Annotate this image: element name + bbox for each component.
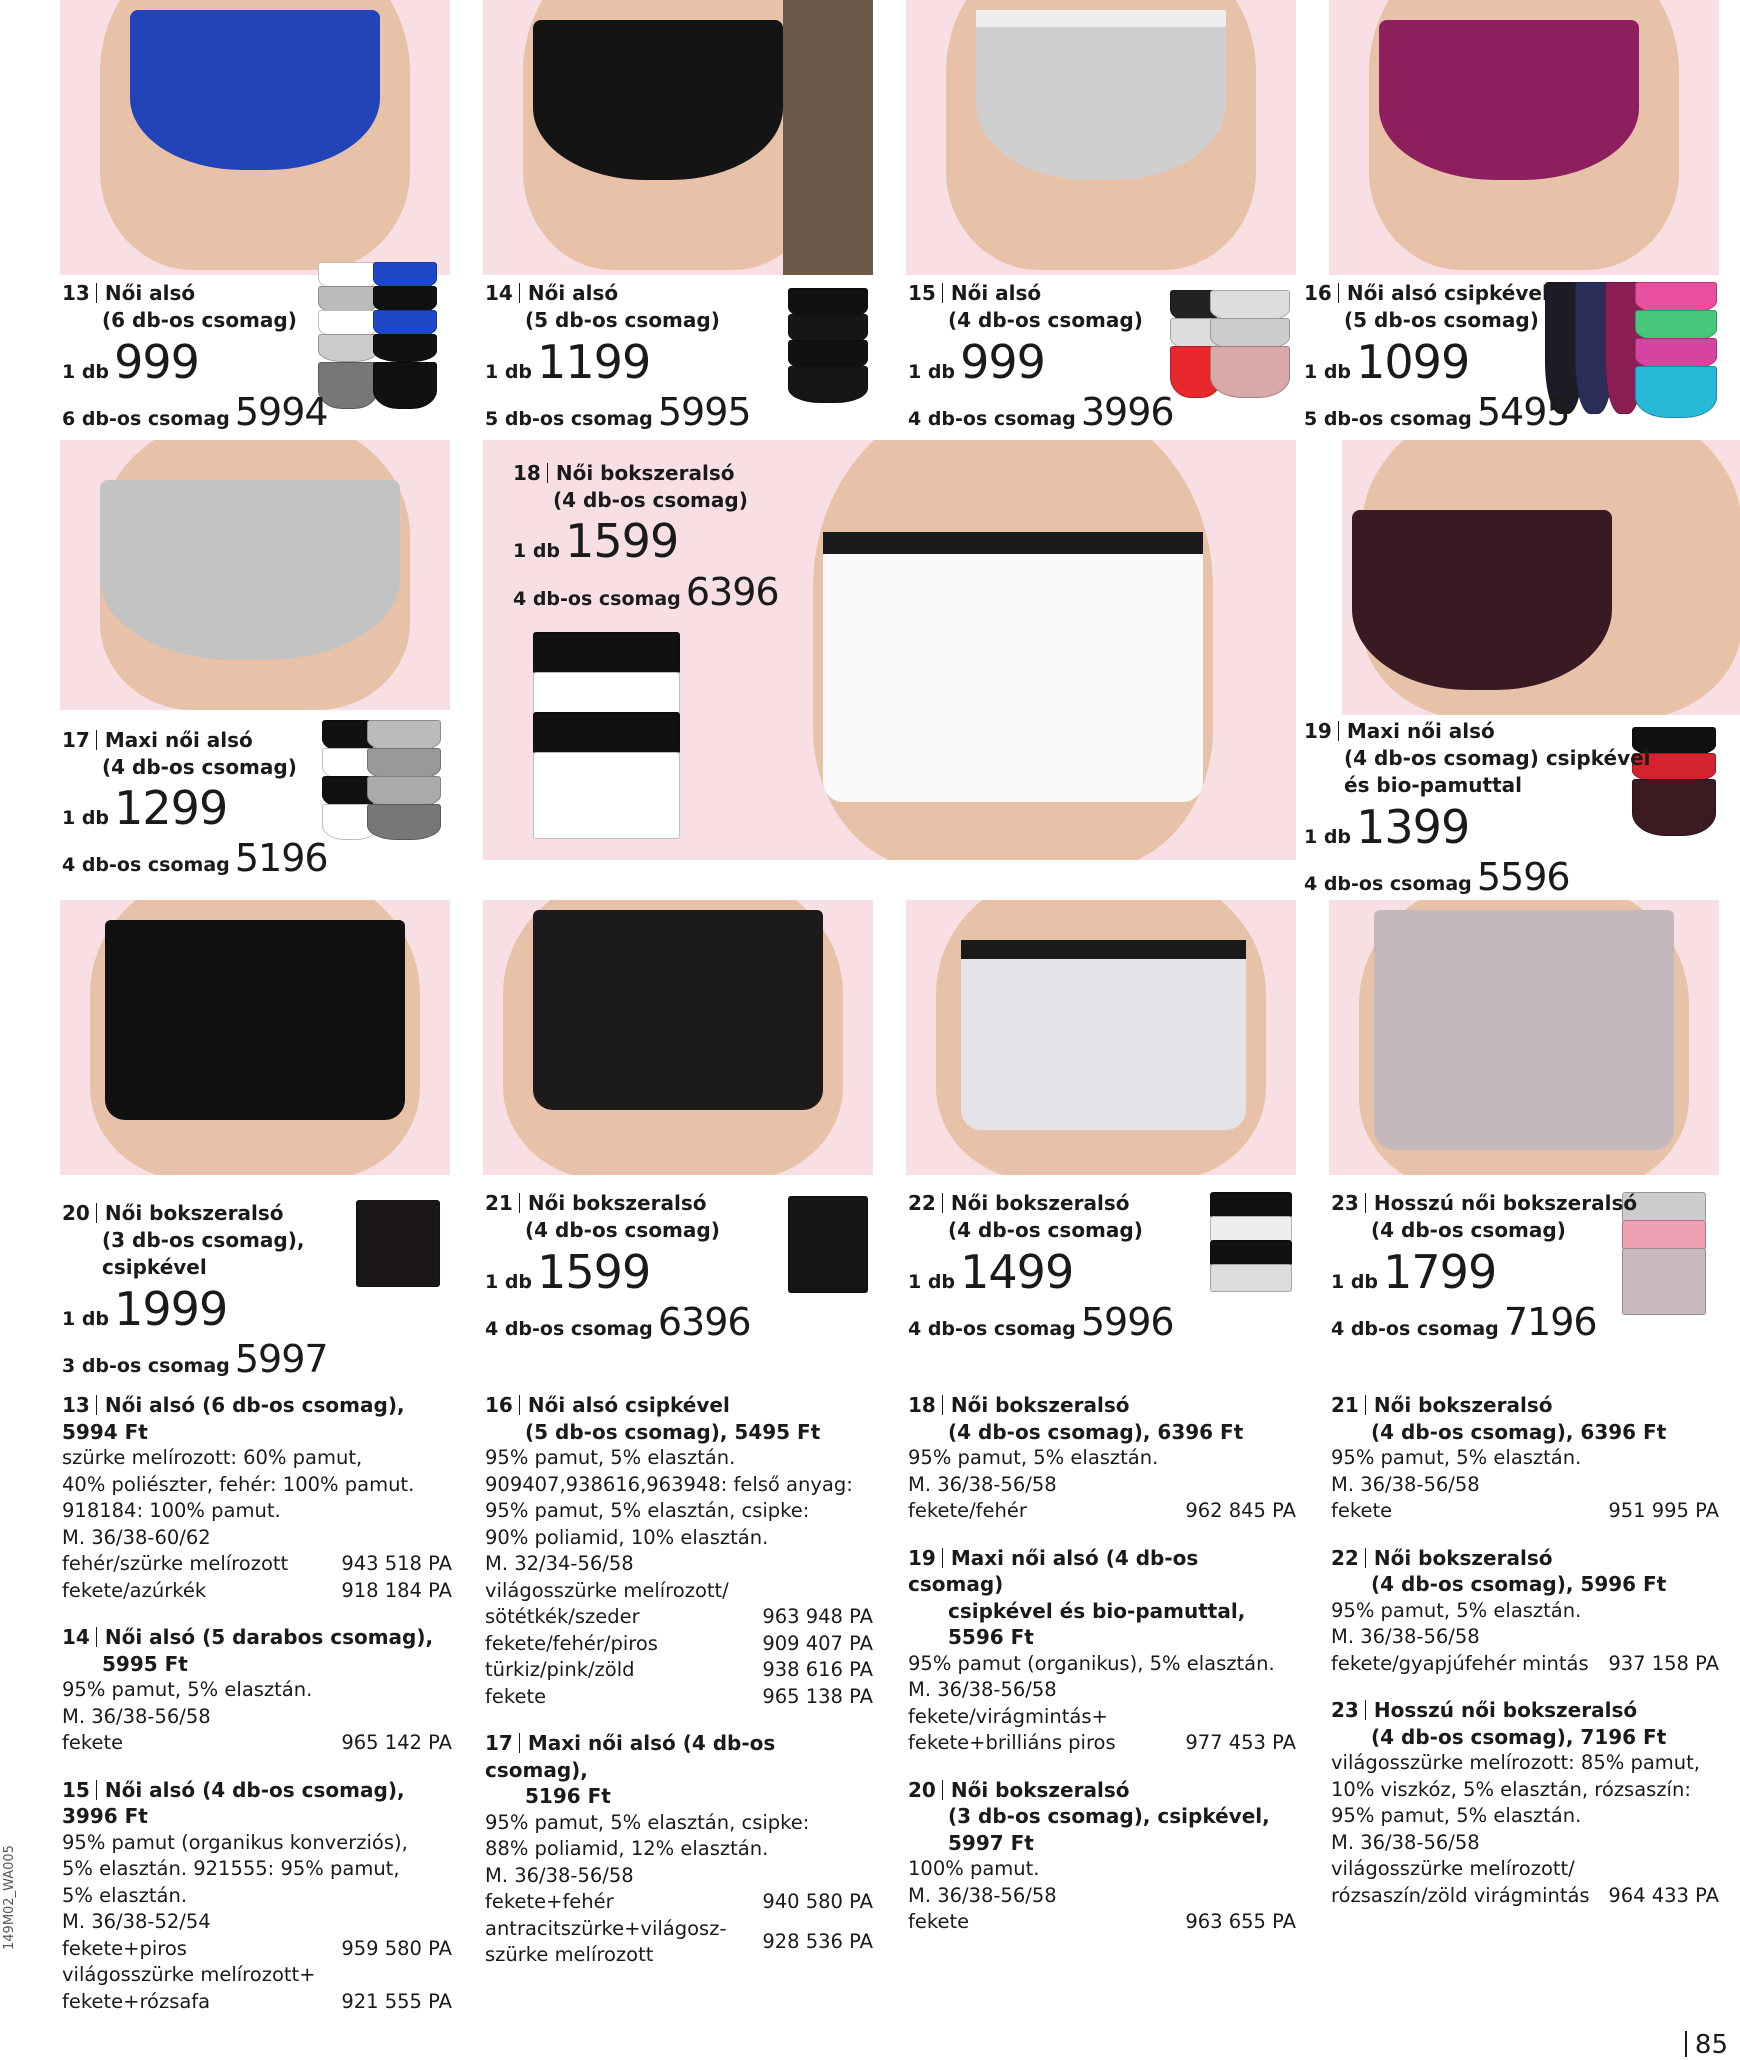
variant-row: rózsaszín/zöld virágmintás 964 433 PA	[1331, 1883, 1719, 1907]
variant-row: fekete+piros 959 580 PA	[62, 1936, 452, 1960]
variant-row: fekete 965 142 PA	[62, 1731, 452, 1754]
detail-23: 23 Hosszú női bokszeralsó (4 db-os csomag), 7196 Ft világosszürke melírozott: 85% pamut, 10% viszkóz, 5% elasztán, rózsaszín: 95% pamut, 5% elasztán. M. 36/38-56/58 világosszürke melírozott/ rózsaszín/zöld virágmintás 964 433 PA	[1331, 1697, 1719, 1909]
product-photo-17	[60, 440, 450, 710]
offer-19-heading: 19 Maxi női alsó	[1304, 719, 1495, 743]
page-number: 85	[1685, 2030, 1728, 2060]
product-photo-16	[1329, 0, 1719, 275]
offer-14-heading: 14 Női alsó	[485, 281, 619, 305]
detail-22: 22 Női bokszeralsó (4 db-os csomag), 5996 Ft 95% pamut, 5% elasztán. M. 36/38-56/58 fekete/gyapjúfehér mintás 937 158 PA	[1331, 1545, 1719, 1678]
variant-row: antracitszürke+világosz- szürke melírozott 928 536 PA	[485, 1916, 873, 1966]
product-photo-15	[906, 0, 1296, 275]
pack-thumbnail-14	[788, 288, 868, 408]
variant-row: fekete+rózsafa 921 555 PA	[62, 1989, 452, 2013]
offer-21-heading: 21 Női bokszeralsó	[485, 1191, 707, 1215]
details-column-4	[1331, 1392, 1719, 1909]
offer-23-unit-price: 1 db 1799	[1331, 1245, 1497, 1299]
offer-18-heading: 18 Női bokszeralsó	[513, 461, 735, 485]
variant-row: fekete/fehér 962 845 PA	[908, 1499, 1296, 1522]
offer-17-unit-price: 1 db 1299	[62, 781, 228, 835]
pack-thumbnail-22	[1210, 1192, 1295, 1292]
variant-row: fekete+brilliáns piros 977 453 PA	[908, 1731, 1296, 1754]
offer-15-heading: 15 Női alsó	[908, 281, 1042, 305]
variant-row: fekete 951 995 PA	[1331, 1499, 1719, 1522]
offer-21-unit-price: 1 db 1599	[485, 1245, 651, 1299]
offer-23-title: Hosszú női bokszeralsó	[1373, 1191, 1638, 1215]
variant-row: fekete/gyapjúfehér mintás 937 158 PA	[1331, 1651, 1719, 1675]
offer-14-title: Női alsó	[527, 281, 619, 305]
offer-22-unit-price: 1 db 1499	[908, 1245, 1074, 1299]
product-photo-22	[906, 900, 1296, 1175]
offer-16-title: Női alsó csipkével	[1346, 281, 1549, 305]
offer-21-pack-price: 4 db-os csomag 6396	[485, 1300, 751, 1344]
detail-17: 17 Maxi női alsó (4 db-os csomag), 5196 Ft 95% pamut, 5% elasztán, csipke: 88% poliamid, 12% elasztán. M. 36/38-56/58 fekete+fehér 940 580 PA antracitszürke+világosz- szürke melírozott 928 536 PA	[485, 1730, 873, 1969]
product-photo-20	[60, 900, 450, 1175]
offer-13-subtitle: (6 db-os csomag)	[102, 308, 297, 332]
product-photo-13	[60, 0, 450, 275]
offer-14-pack-price: 5 db-os csomag 5995	[485, 390, 751, 434]
offer-18-subtitle: (4 db-os csomag)	[553, 488, 748, 512]
offer-17-title: Maxi női alsó	[104, 728, 253, 752]
offer-13-pack-price: 6 db-os csomag 5994	[62, 390, 328, 434]
variant-row: sötétkék/szeder 963 948 PA	[485, 1605, 873, 1628]
offer-23-pack-price: 4 db-os csomag 7196	[1331, 1300, 1597, 1344]
offer-23-heading: 23 Hosszú női bokszeralsó	[1331, 1191, 1638, 1215]
offer-15-title: Női alsó	[950, 281, 1042, 305]
offer-18-title: Női bokszeralsó	[555, 461, 735, 485]
offer-14-subtitle: (5 db-os csomag)	[525, 308, 720, 332]
pack-thumbnail-15	[1170, 290, 1290, 400]
offer-17-subtitle: (4 db-os csomag)	[102, 755, 297, 779]
offer-19-unit-price: 1 db 1399	[1304, 800, 1470, 854]
variant-row: fekete 963 655 PA	[908, 1910, 1296, 1933]
pack-thumbnail-20	[356, 1200, 441, 1290]
side-code: 149M02_WA005	[2, 1845, 17, 1950]
product-photo-21	[483, 900, 873, 1175]
offer-22-heading: 22 Női bokszeralsó	[908, 1191, 1130, 1215]
detail-19: 19 Maxi női alsó (4 db-os csomag) csipkével és bio-pamuttal, 5596 Ft 95% pamut (organikus), 5% elasztán. M. 36/38-56/58 fekete/virágmintás+ fekete+brilliáns piros 977 453 PA	[908, 1545, 1296, 1757]
detail-20: 20 Női bokszeralsó (3 db-os csomag), csipkével, 5997 Ft 100% pamut. M. 36/38-56/58 fekete 963 655 PA	[908, 1777, 1296, 1936]
offer-17-heading: 17 Maxi női alsó	[62, 728, 253, 752]
variant-row: fekete 965 138 PA	[485, 1684, 873, 1708]
offer-18-unit-price: 1 db 1599	[513, 514, 679, 568]
pack-thumbnail-17	[322, 720, 442, 840]
variant-row: fehér/szürke melírozott 943 518 PA	[62, 1552, 452, 1575]
details-column-3	[908, 1392, 1296, 1936]
offer-20-pack-price: 3 db-os csomag 5997	[62, 1337, 328, 1381]
offer-16-heading: 16 Női alsó csipkével	[1304, 281, 1549, 305]
details-column-2	[485, 1392, 873, 1969]
details-column-1	[62, 1392, 452, 2015]
offer-20-unit-price: 1 db 1999	[62, 1282, 228, 1336]
pack-thumbnail-16	[1545, 282, 1720, 422]
variant-row: fekete/fehér/piros 909 407 PA	[485, 1631, 873, 1655]
variant-row: fekete+fehér 940 580 PA	[485, 1890, 873, 1913]
offer-20-subtitle: (3 db-os csomag),	[102, 1228, 305, 1252]
offer-19-title: Maxi női alsó	[1346, 719, 1495, 743]
offer-22-pack-price: 4 db-os csomag 5996	[908, 1300, 1174, 1344]
offer-19-pack-price: 4 db-os csomag 5596	[1304, 855, 1570, 899]
offer-16-subtitle: (5 db-os csomag)	[1344, 308, 1539, 332]
offer-19-subtitle-2: és bio-pamuttal	[1344, 773, 1523, 797]
pack-thumbnail-21	[788, 1196, 868, 1296]
detail-21: 21 Női bokszeralsó (4 db-os csomag), 6396 Ft 95% pamut, 5% elasztán. M. 36/38-56/58 fekete 951 995 PA	[1331, 1392, 1719, 1525]
product-photo-14	[483, 0, 873, 275]
product-photo-23	[1329, 900, 1719, 1175]
variant-row: fekete/azúrkék 918 184 PA	[62, 1578, 452, 1602]
detail-16: 16 Női alsó csipkével (5 db-os csomag), 5495 Ft 95% pamut, 5% elasztán. 909407,938616,963948: felső anyag: 95% pamut, 5% elasztán, csipke: 90% poliamid, 10% elasztán. M. 32/34-56/58 világosszürke melírozott/ sötétkék/szeder 963 948 PA fekete/fehér/piros 909 407 PA türkiz/pink/zöld 938 616 PA fekete 965 138 PA	[485, 1392, 873, 1710]
offer-22-title: Női bokszeralsó	[950, 1191, 1130, 1215]
offer-22-subtitle: (4 db-os csomag)	[948, 1218, 1143, 1242]
offer-15-pack-price: 4 db-os csomag 3996	[908, 390, 1174, 434]
offer-21-title: Női bokszeralsó	[527, 1191, 707, 1215]
detail-13: 13 Női alsó (6 db-os csomag), 5994 Ft szürke melírozott: 60% pamut, 40% poliészter, fehér: 100% pamut. 918184: 100% pamut. M. 36/38-60/62 fehér/szürke melírozott 943 518 PA fekete/azúrkék 918 184 PA	[62, 1392, 452, 1604]
offer-23-subtitle: (4 db-os csomag)	[1371, 1218, 1566, 1242]
offer-15-subtitle: (4 db-os csomag)	[948, 308, 1143, 332]
product-photo-19	[1342, 440, 1740, 715]
offer-13-title: Női alsó	[104, 281, 196, 305]
offer-16-pack-price: 5 db-os csomag 5495	[1304, 390, 1570, 434]
pack-thumbnail-13	[318, 262, 438, 412]
offer-20-title: Női bokszeralsó	[104, 1201, 284, 1225]
detail-18: 18 Női bokszeralsó (4 db-os csomag), 6396 Ft 95% pamut, 5% elasztán. M. 36/38-56/58 fekete/fehér 962 845 PA	[908, 1392, 1296, 1525]
offer-21-subtitle: (4 db-os csomag)	[525, 1218, 720, 1242]
offer-13-number: 13	[62, 281, 90, 305]
offer-13-unit-price: 1 db 999	[62, 335, 199, 389]
detail-15: 15 Női alsó (4 db-os csomag), 3996 Ft 95% pamut (organikus konverziós), 5% elasztán. 921555: 95% pamut, 5% elasztán. M. 36/38-52/54 fekete+piros 959 580 PA világosszürke melírozott+ fekete+rózsafa 921 555 PA	[62, 1777, 452, 2016]
offer-13-heading	[62, 280, 195, 307]
offer-14-unit-price: 1 db 1199	[485, 335, 651, 389]
offer-16-unit-price: 1 db 1099	[1304, 335, 1470, 389]
variant-row: türkiz/pink/zöld 938 616 PA	[485, 1658, 873, 1681]
offer-18-pack-price: 4 db-os csomag 6396	[513, 570, 779, 614]
offer-19-subtitle: (4 db-os csomag) csipkével	[1344, 746, 1651, 770]
offer-20-subtitle-2: csipkével	[102, 1255, 207, 1279]
offer-15-unit-price: 1 db 999	[908, 335, 1045, 389]
offer-20-heading: 20 Női bokszeralsó	[62, 1201, 284, 1225]
detail-14: 14 Női alsó (5 darabos csomag), 5995 Ft 95% pamut, 5% elasztán. M. 36/38-56/58 fekete 965 142 PA	[62, 1624, 452, 1757]
pack-thumbnail-18	[533, 632, 683, 842]
pack-thumbnail-19	[1632, 727, 1717, 837]
offer-17-pack-price: 4 db-os csomag 5196	[62, 836, 328, 880]
